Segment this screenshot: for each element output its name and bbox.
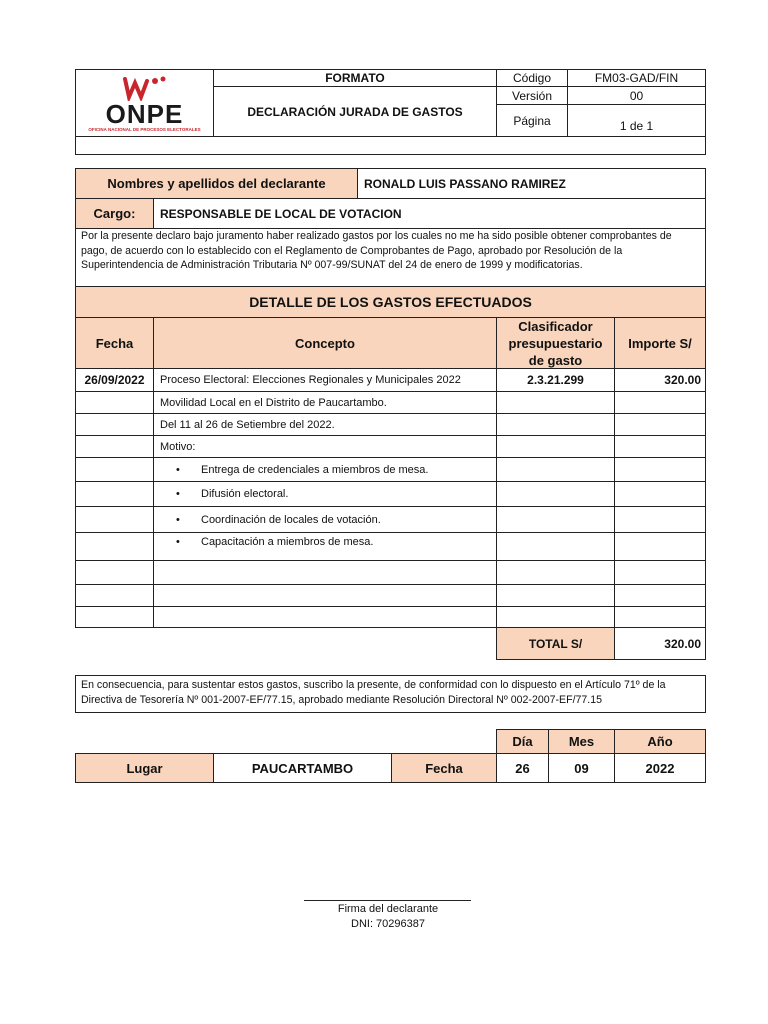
empty-row3-fecha <box>75 606 154 628</box>
mes-label: Mes <box>548 729 615 754</box>
col-clasificador <box>496 317 615 369</box>
row3-fecha <box>75 413 154 436</box>
bullet-row2-fecha <box>75 481 154 507</box>
col-clasificador-line3: de gasto <box>528 352 583 368</box>
row3-importe <box>614 413 706 436</box>
onpe-logo-icon <box>117 75 173 101</box>
declaration-box <box>75 228 706 287</box>
col-fecha: Fecha <box>75 317 154 369</box>
empty-row1-importe <box>614 560 706 585</box>
bullet-row4-concepto <box>153 532 497 561</box>
consequence-box <box>75 675 706 713</box>
row2-concepto: Movilidad Local en el Distrito de Paucartambo. <box>153 391 497 414</box>
empty-row3-importe <box>614 606 706 628</box>
empty-row1-fecha <box>75 560 154 585</box>
row3-clasificador <box>496 413 615 436</box>
name-label: Nombres y apellidos del declarante <box>75 168 358 199</box>
bullet-row3-clasificador <box>496 506 615 533</box>
row1-concepto: Proceso Electoral: Elecciones Regionales y Municipales 2022 <box>153 368 497 392</box>
cargo-label: Cargo: <box>75 198 154 229</box>
logo-text: ONPE <box>105 99 184 129</box>
col-concepto: Concepto <box>153 317 497 369</box>
empty-row1-clasificador <box>496 560 615 585</box>
col-clasificador-line1: Clasificador <box>518 318 593 334</box>
row1-fecha: 26/09/2022 <box>75 368 154 392</box>
row4-fecha <box>75 435 154 458</box>
logo-cell <box>75 69 214 137</box>
pagina-label: Página <box>496 104 568 137</box>
row1-clasificador: 2.3.21.299 <box>496 368 615 392</box>
bullet-text-2: Difusión electoral. <box>201 488 289 500</box>
col-clasificador-line2: presupuestario <box>508 335 603 351</box>
total-label: TOTAL S/ <box>496 627 615 660</box>
dia-label: Día <box>496 729 549 754</box>
bullet-icon: • <box>176 513 180 526</box>
anio-value: 2022 <box>614 753 706 783</box>
empty-row3-concepto <box>153 606 497 628</box>
detail-title: DETALLE DE LOS GASTOS EFECTUADOS <box>75 286 706 318</box>
bullet-row4-fecha <box>75 532 154 561</box>
empty-row3-clasificador <box>496 606 615 628</box>
bullet-row3-concepto <box>153 506 497 533</box>
bullet-row2-clasificador <box>496 481 615 507</box>
consequence-text: En consecuencia, para sustentar estos gastos, suscribo la presente, de conformidad con lo dispuesto en el Artículo 71º de la Directiva de Tesorería Nº 001-2007-EF/77.15, aprobado mediante Resolución Directoral Nº 002-2007-EF/77.15 <box>81 679 666 706</box>
cargo-value: RESPONSABLE DE LOCAL DE VOTACION <box>153 198 706 229</box>
bullet-text-4: Capacitación a miembros de mesa. <box>201 536 374 548</box>
name-value: RONALD LUIS PASSANO RAMIREZ <box>357 168 706 199</box>
dia-value: 26 <box>496 753 549 783</box>
total-value: 320.00 <box>614 627 706 660</box>
bullet-row4-clasificador <box>496 532 615 561</box>
anio-label: Año <box>614 729 706 754</box>
lugar-value: PAUCARTAMBO <box>213 753 392 783</box>
row3-concepto: Del 11 al 26 de Setiembre del 2022. <box>153 413 497 436</box>
codigo-label: Código <box>496 69 568 87</box>
signature-dni: DNI: 70296387 <box>351 918 425 930</box>
row1-importe: 320.00 <box>614 368 706 392</box>
row4-importe <box>614 435 706 458</box>
bullet-row4-importe <box>614 532 706 561</box>
bullet-icon: • <box>176 536 180 548</box>
formato-label: FORMATO <box>213 69 497 87</box>
row4-concepto: Motivo: <box>153 435 497 458</box>
bullet-row2-importe <box>614 481 706 507</box>
empty-row1-concepto <box>153 560 497 585</box>
bullet-row1-fecha <box>75 457 154 482</box>
bullet-text-1: Entrega de credenciales a miembros de mesa. <box>201 463 429 476</box>
lugar-label: Lugar <box>75 753 214 783</box>
mes-value: 09 <box>548 753 615 783</box>
bullet-row1-concepto <box>153 457 497 482</box>
declaration-text: Por la presente declaro bajo juramento haber realizado gastos por los cuales no me ha sido posible obtener comprobantes de pago, de acuerdo con lo establecido con el Reglamento de Comprobantes de Pago, aprobado por Resolución de la Superintendencia de Administración Tributaria Nº 007-99/SUNAT del 24 de enero de 1999 y modificatorias. <box>81 230 672 272</box>
doc-title: DECLARACIÓN JURADA DE GASTOS <box>213 86 497 137</box>
bullet-row1-importe <box>614 457 706 482</box>
signature-label: Firma del declarante <box>337 903 439 915</box>
empty-row2-importe <box>614 584 706 607</box>
codigo-value: FM03-GAD/FIN <box>567 69 706 87</box>
bullet-icon: • <box>176 463 180 476</box>
version-value: 00 <box>567 86 706 105</box>
row4-clasificador <box>496 435 615 458</box>
bullet-row3-fecha <box>75 506 154 533</box>
signature-line <box>304 900 471 901</box>
bullet-row3-importe <box>614 506 706 533</box>
bullet-row1-clasificador <box>496 457 615 482</box>
bullet-text-3: Coordinación de locales de votación. <box>201 513 381 526</box>
empty-row2-concepto <box>153 584 497 607</box>
col-importe: Importe S/ <box>614 317 706 369</box>
empty-row2-clasificador <box>496 584 615 607</box>
row2-clasificador <box>496 391 615 414</box>
logo-subtext: OFICINA NACIONAL DE PROCESOS ELECTORALES <box>88 127 201 132</box>
bullet-icon: • <box>176 488 180 500</box>
empty-row2-fecha <box>75 584 154 607</box>
row2-fecha <box>75 391 154 414</box>
version-label: Versión <box>496 86 568 105</box>
fecha-label: Fecha <box>391 753 497 783</box>
row2-importe <box>614 391 706 414</box>
pagina-value: 1 de 1 <box>567 104 706 137</box>
bullet-row2-concepto <box>153 481 497 507</box>
